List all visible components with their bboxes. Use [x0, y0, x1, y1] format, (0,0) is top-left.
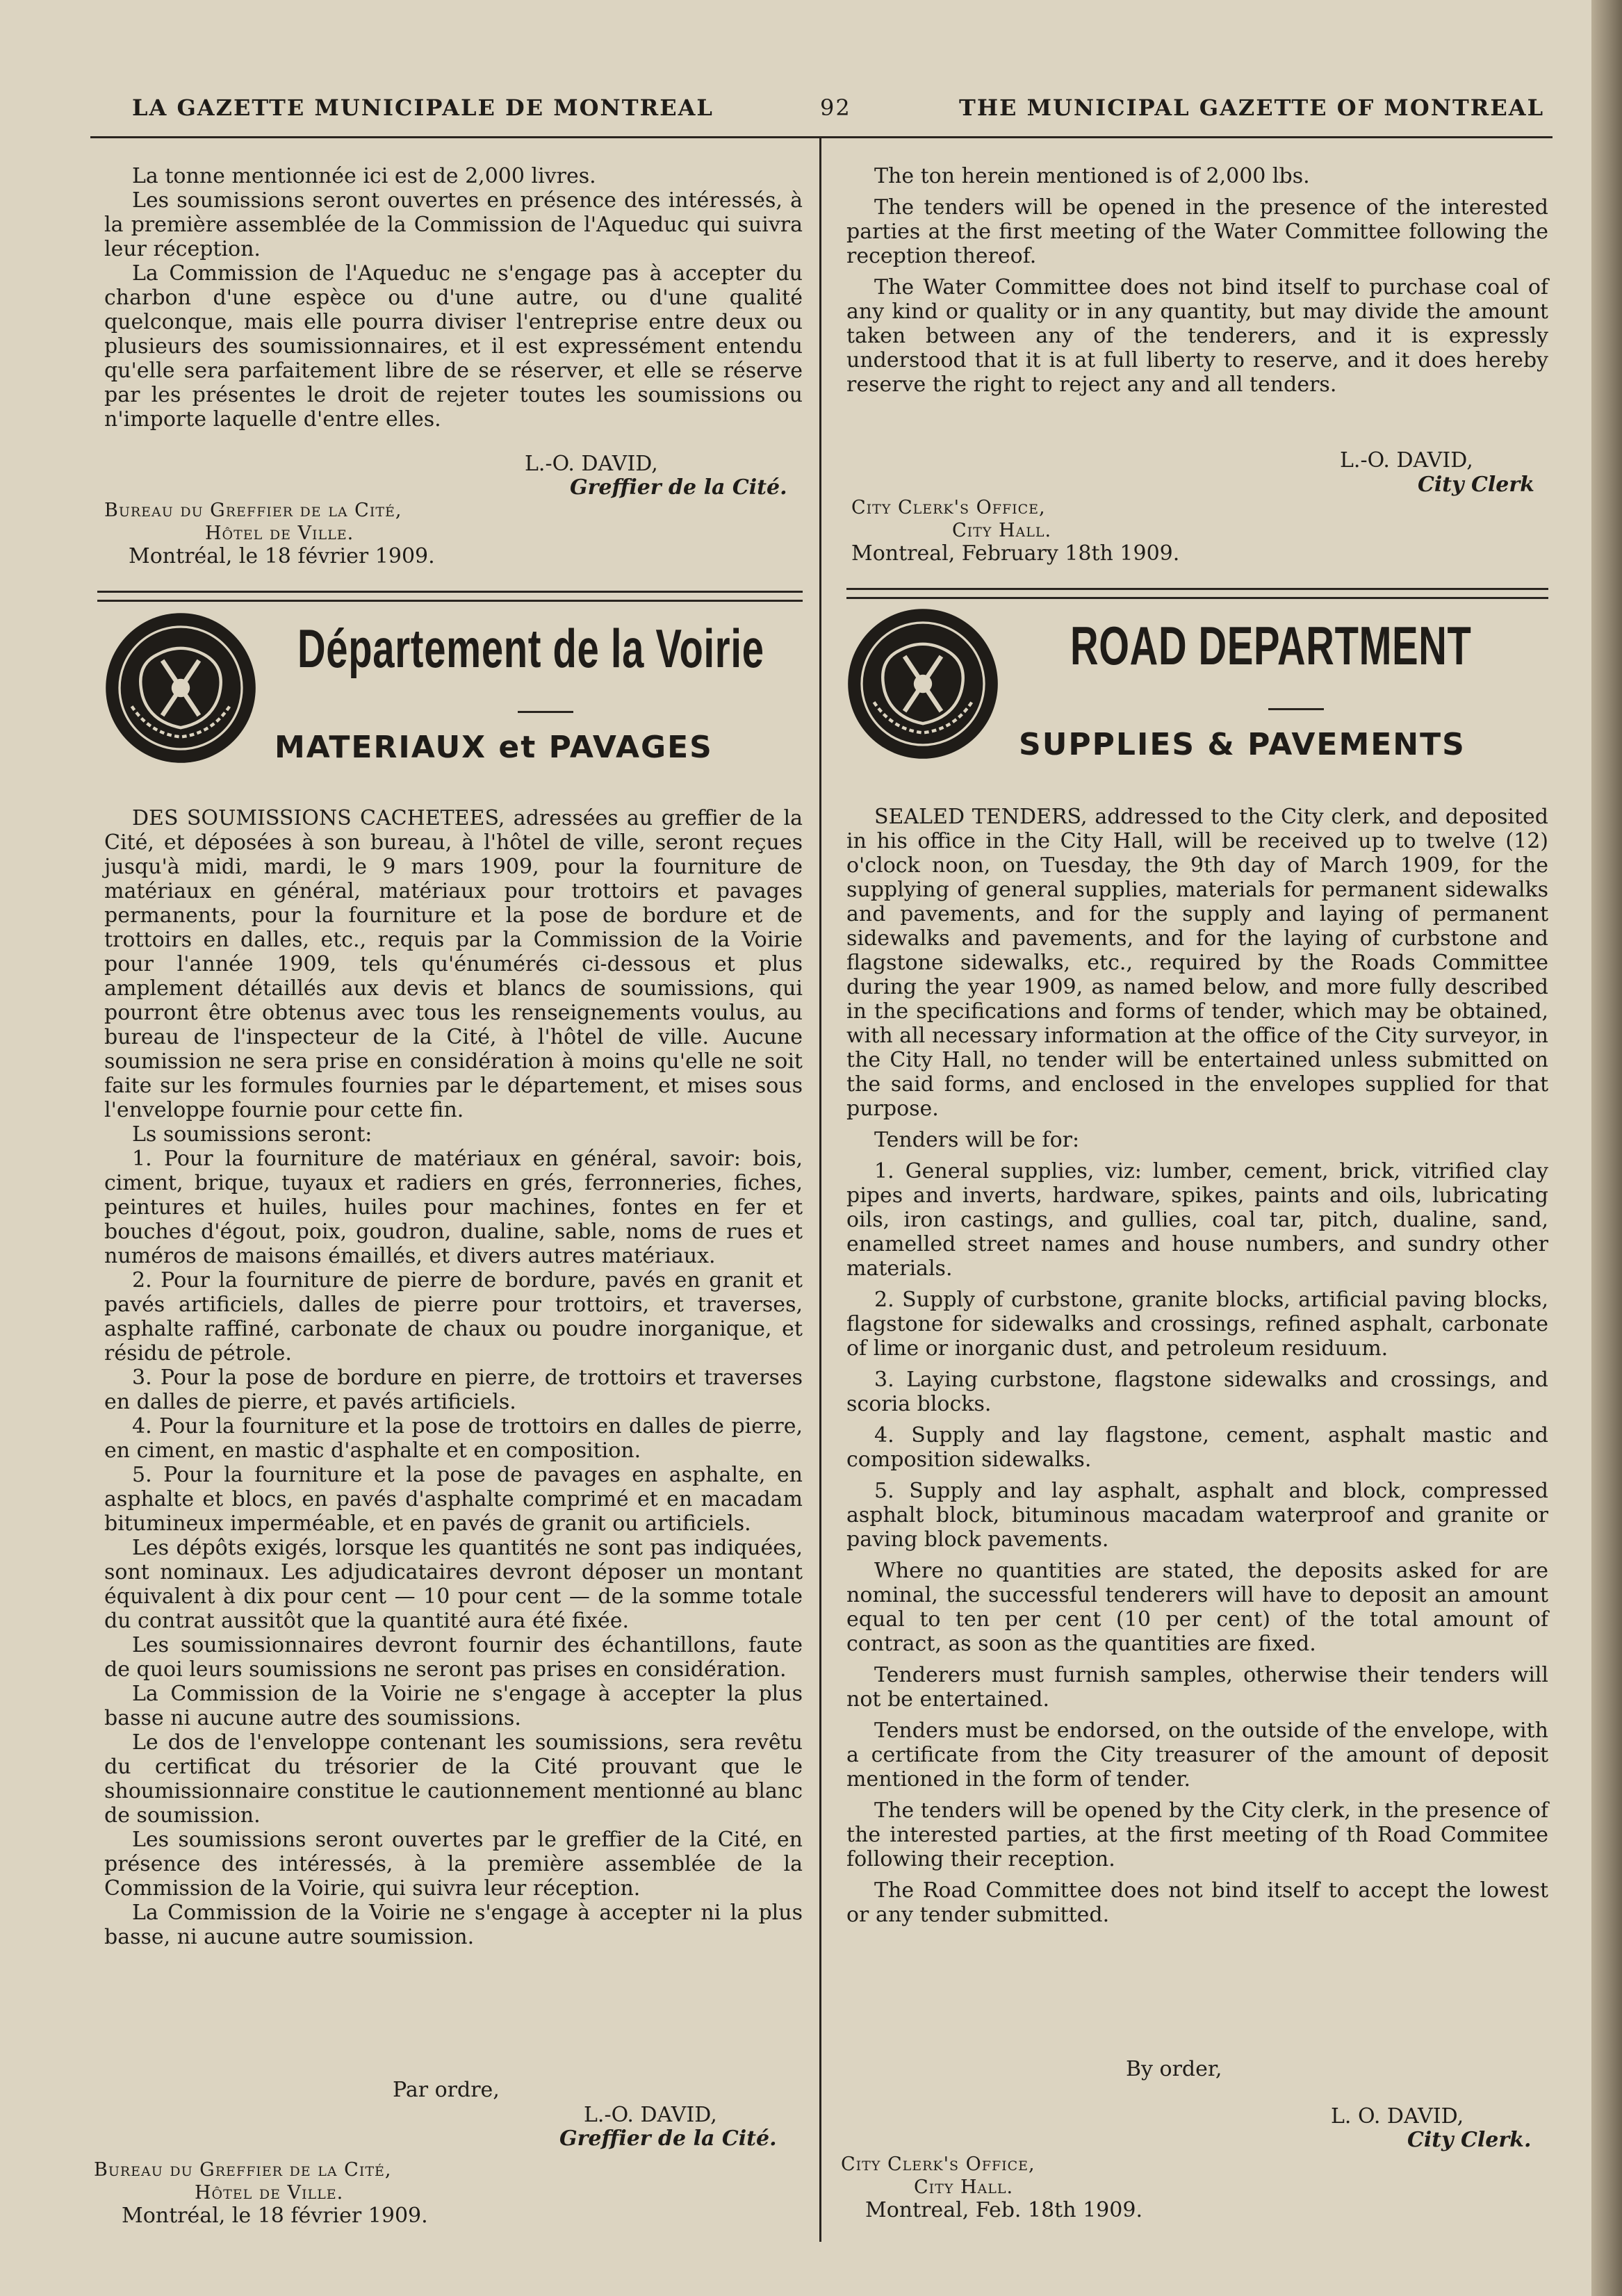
signature-title: Greffier de la Cité.	[559, 2126, 777, 2151]
paragraph: La Commission de la Voirie ne s'engage à accepter la plus basse ni aucune autre des soumissions.	[104, 1682, 803, 1730]
paragraph: Where no quantities are stated, the deposits asked for are nominal, the successful tenderers will have to deposit an amount equal to ten per cent (10 per cent) of the total amount of contract, as soon as the quantities are fixed.	[846, 1559, 1548, 1656]
paragraph: Le dos de l'enveloppe contenant les soumissions, sera revêtu du certificat du trésorier de la Cité prouvant que le shoumissionnaire constitue le cautionnement mentionné au blanc de soumission.	[104, 1730, 803, 1828]
paragraph: DES SOUMISSIONS CACHETEES, adressées au greffier de la Cité, et déposées à son bureau, à l'hôtel de ville, seront reçues jusqu'à midi, mardi, le 9 mars 1909, pour la fourniture de matériaux en général, matériaux pour trottoirs et pavages permanents, pour la fourniture et la pose de bordure et de trottoirs en dalles, etc., requis par la Commission de la Voirie pour l'année 1909, tels qu'énumérés ci-dessous et plus amplement détaillés aux devis et blancs de soumissions, qui pourront être obtenus avec tous les renseignements voulus, au bureau de l'inspecteur de la Cité, à l'hôtel de ville. Aucune soumission ne sera prise en considération à moins qu'elle ne soit faite sur les formules fournies par le département, et mises sous l'enveloppe fournie pour cette fin.	[104, 806, 803, 1122]
header-french-title: LA GAZETTE MUNICIPALE DE MONTREAL	[132, 95, 714, 121]
office-line: City Hall.	[914, 2176, 1014, 2198]
office-address	[841, 2153, 1142, 2222]
paragraph: Les soumissions seront ouvertes en présence des intéressés, à la première assemblée de la Commission de l'Aqueduc qui suivra leur réception.	[104, 188, 803, 261]
paragraph: Tenderers must furnish samples, otherwise their tenders will not be entertained.	[846, 1663, 1548, 1712]
section-subtitle: MATERIAUX et PAVAGES	[275, 730, 713, 765]
paragraph: SEALED TENDERS, addressed to the City clerk, and deposited in his office in the City Hall, will be received up to twelve (12) o'clock noon, on Tuesday, the 9th day of March 1909, for the supplying of general supplies, materials for permanent sidewalks and pavements, and for the supply and laying of permanent sidewalks and pavements, and for the laying of curbstone and flagstone sidewalks, etc., required by the Roads Committee during the year 1909, as named below, and more fully described in the specifications and forms of tender, which may be obtained, with all necessary information at the office of the City surveyor, in the City Hall, no tender will be entertained unless submitted on the said forms, and enclosed in the envelopes supplied for that purpose.	[846, 805, 1548, 1121]
section-subtitle: SUPPLIES & PAVEMENTS	[1019, 727, 1466, 762]
office-line: Bureau du Greffier de la Cité,	[104, 500, 402, 521]
title-rule	[1268, 708, 1324, 710]
english-section-body	[846, 805, 1548, 1927]
department-title: ROAD DEPARTMENT	[1070, 615, 1472, 676]
paragraph: Tenders must be endorsed, on the outside of the envelope, with a certificate from the City treasurer of the amount of deposit mentioned in the form of tender.	[846, 1719, 1548, 1791]
paragraph: 5. Pour la fourniture et la pose de pavages en asphalte, en asphalte et blocs, en pavés d'asphalte comprimé et en macadam bitumineux imperméable, et en pavés de granit ou artificiels.	[104, 1463, 803, 1536]
english-top-notice	[846, 164, 1548, 397]
city-seal-icon	[104, 612, 257, 764]
section-rule	[97, 591, 803, 602]
by-order: By order,	[1126, 2057, 1222, 2081]
paragraph: 2. Pour la fourniture de pierre de bordure, pavés en granit et pavés artificiels, dalles de pierre pour trottoirs, et traverses, asphalte raffiné, carbonate de chaux ou poudre inorganique, et résidu de pétrole.	[104, 1268, 803, 1366]
page-number: 92	[820, 95, 851, 121]
office-line: Hôtel de Ville.	[195, 2182, 344, 2204]
signature-name: L. O. DAVID,	[1331, 2104, 1464, 2129]
paragraph: 2. Supply of curbstone, granite blocks, artificial paving blocks, flagstone for sidewalks and crossings, refined asphalt, carbonate of lime or inorganic dust, and petroleum residuum.	[846, 1288, 1548, 1361]
paragraph: The Water Committee does not bind itself to purchase coal of any kind or quality or in any quantity, but may divide the amount taken between any of the tenderers, and it is expressly understood that it is at full liberty to reserve, and it does hereby reserve the right to reject any and all tenders.	[846, 275, 1548, 397]
office-address	[104, 499, 435, 568]
signature-name: L.-O. DAVID,	[1340, 448, 1473, 473]
office-line: Hôtel de Ville.	[205, 523, 354, 544]
signature-name: L.-O. DAVID,	[584, 2103, 717, 2127]
paragraph: La Commission de la Voirie ne s'engage à accepter ni la plus basse, ni aucune autre soumission.	[104, 1901, 803, 1949]
header-rule	[90, 136, 1553, 138]
signature-title: Greffier de la Cité.	[570, 475, 787, 500]
paragraph: La Commission de l'Aqueduc ne s'engage pas à accepter du charbon d'une espèce ou d'une autre, ou d'une qualité quelconque, mais elle pourra diviser l'entreprise entre deux ou plusieurs des soumissionnaires, et il est expressément entendu qu'elle sera parfaitement libre de se réserver, et elle se réserve par les présentes le droit de rejeter toutes les soumissions ou n'importe laquelle d'entre elles.	[104, 261, 803, 432]
paragraph: La tonne mentionnée ici est de 2,000 livres.	[132, 164, 596, 188]
paragraph: Tenders will be for:	[874, 1128, 1080, 1152]
department-title: Département de la Voirie	[297, 618, 764, 679]
office-date: Montréal, le 18 février 1909.	[122, 2204, 428, 2228]
city-seal-icon	[846, 607, 999, 760]
paragraph: Les dépôts exigés, lorsque les quantités ne sont pas indiquées, sont nominaux. Les adjudicataires devront déposer un montant équivalent à dix pour cent — 10 pour cent — de la somme totale du contrat aussitôt que la quantité aura été fixée.	[104, 1536, 803, 1633]
section-rule	[846, 588, 1548, 599]
french-section-body	[104, 806, 803, 1949]
title-rule	[518, 711, 573, 713]
paragraph: The Road Committee does not bind itself to accept the lowest or any tender submitted.	[846, 1878, 1548, 1927]
office-line: City Clerk's Office,	[841, 2154, 1035, 2175]
header-english-title: THE MUNICIPAL GAZETTE OF MONTREAL	[959, 95, 1545, 121]
paragraph: Ls soumissions seront:	[132, 1122, 372, 1147]
paragraph: The tenders will be opened in the presence of the interested parties at the first meeting of the Water Committee following the reception thereof.	[846, 195, 1548, 268]
office-date: Montréal, le 18 février 1909.	[129, 544, 435, 568]
page-edge-shadow	[1591, 0, 1622, 2296]
office-date: Montreal, February 18th 1909.	[851, 541, 1180, 566]
office-date: Montreal, Feb. 18th 1909.	[865, 2198, 1142, 2222]
paragraph: Les soumissionnaires devront fournir des échantillons, faute de quoi leurs soumissions ne seront pas prises en considération.	[104, 1633, 803, 1682]
office-address	[94, 2158, 428, 2227]
paragraph: 1. Pour la fourniture de matériaux en général, savoir: bois, ciment, brique, tuyaux et radiers en grés, ferronneries, fiches, peintures et huiles, huiles pour machines, fontes en fer et bouches d'égout, poix, goudron, dualine, sable, noms de rues et numéros de maisons émaillés, et divers autres matériaux.	[104, 1147, 803, 1268]
office-line: City Hall.	[952, 520, 1052, 541]
paragraph: 1. General supplies, viz: lumber, cement, brick, vitrified clay pipes and inverts, hardware, spikes, paints and oils, lubricating oils, iron castings, and gullies, coal tar, pitch, dualine, sand, enamelled street names and house numbers, and sundry other materials.	[846, 1159, 1548, 1281]
office-line: Bureau du Greffier de la Cité,	[94, 2159, 392, 2181]
signature-name: L.-O. DAVID,	[525, 452, 658, 476]
paragraph: 3. Pour la pose de bordure en pierre, de trottoirs et traverses en dalles de pierre, et pavés artificiels.	[104, 1366, 803, 1414]
paragraph: 5. Supply and lay asphalt, asphalt and block, compressed asphalt block, bituminous macadam waterproof and granite or paving block pavements.	[846, 1479, 1548, 1552]
paragraph: The tenders will be opened by the City clerk, in the presence of the interested parties, at the first meeting of th Road Commitee following their reception.	[846, 1798, 1548, 1871]
paragraph: 3. Laying curbstone, flagstone sidewalks and crossings, and scoria blocks.	[846, 1368, 1548, 1416]
paragraph: 4. Pour la fourniture et la pose de trottoirs en dalles de pierre, en ciment, en mastic d'asphalte et en composition.	[104, 1414, 803, 1463]
by-order: Par ordre,	[393, 2078, 500, 2102]
column-divider	[819, 136, 821, 2242]
paragraph: Les soumissions seront ouvertes par le greffier de la Cité, en présence des intéressés, à la première assemblée de la Commission de la Voirie, qui suivra leur réception.	[104, 1828, 803, 1901]
paragraph: The ton herein mentioned is of 2,000 lbs.	[874, 164, 1310, 188]
office-address	[851, 496, 1179, 565]
signature-title: City Clerk	[1418, 473, 1534, 497]
office-line: City Clerk's Office,	[851, 497, 1046, 518]
french-top-notice	[104, 164, 803, 432]
signature-title: City Clerk.	[1407, 2128, 1532, 2152]
paragraph: 4. Supply and lay flagstone, cement, asphalt mastic and composition sidewalks.	[846, 1423, 1548, 1472]
